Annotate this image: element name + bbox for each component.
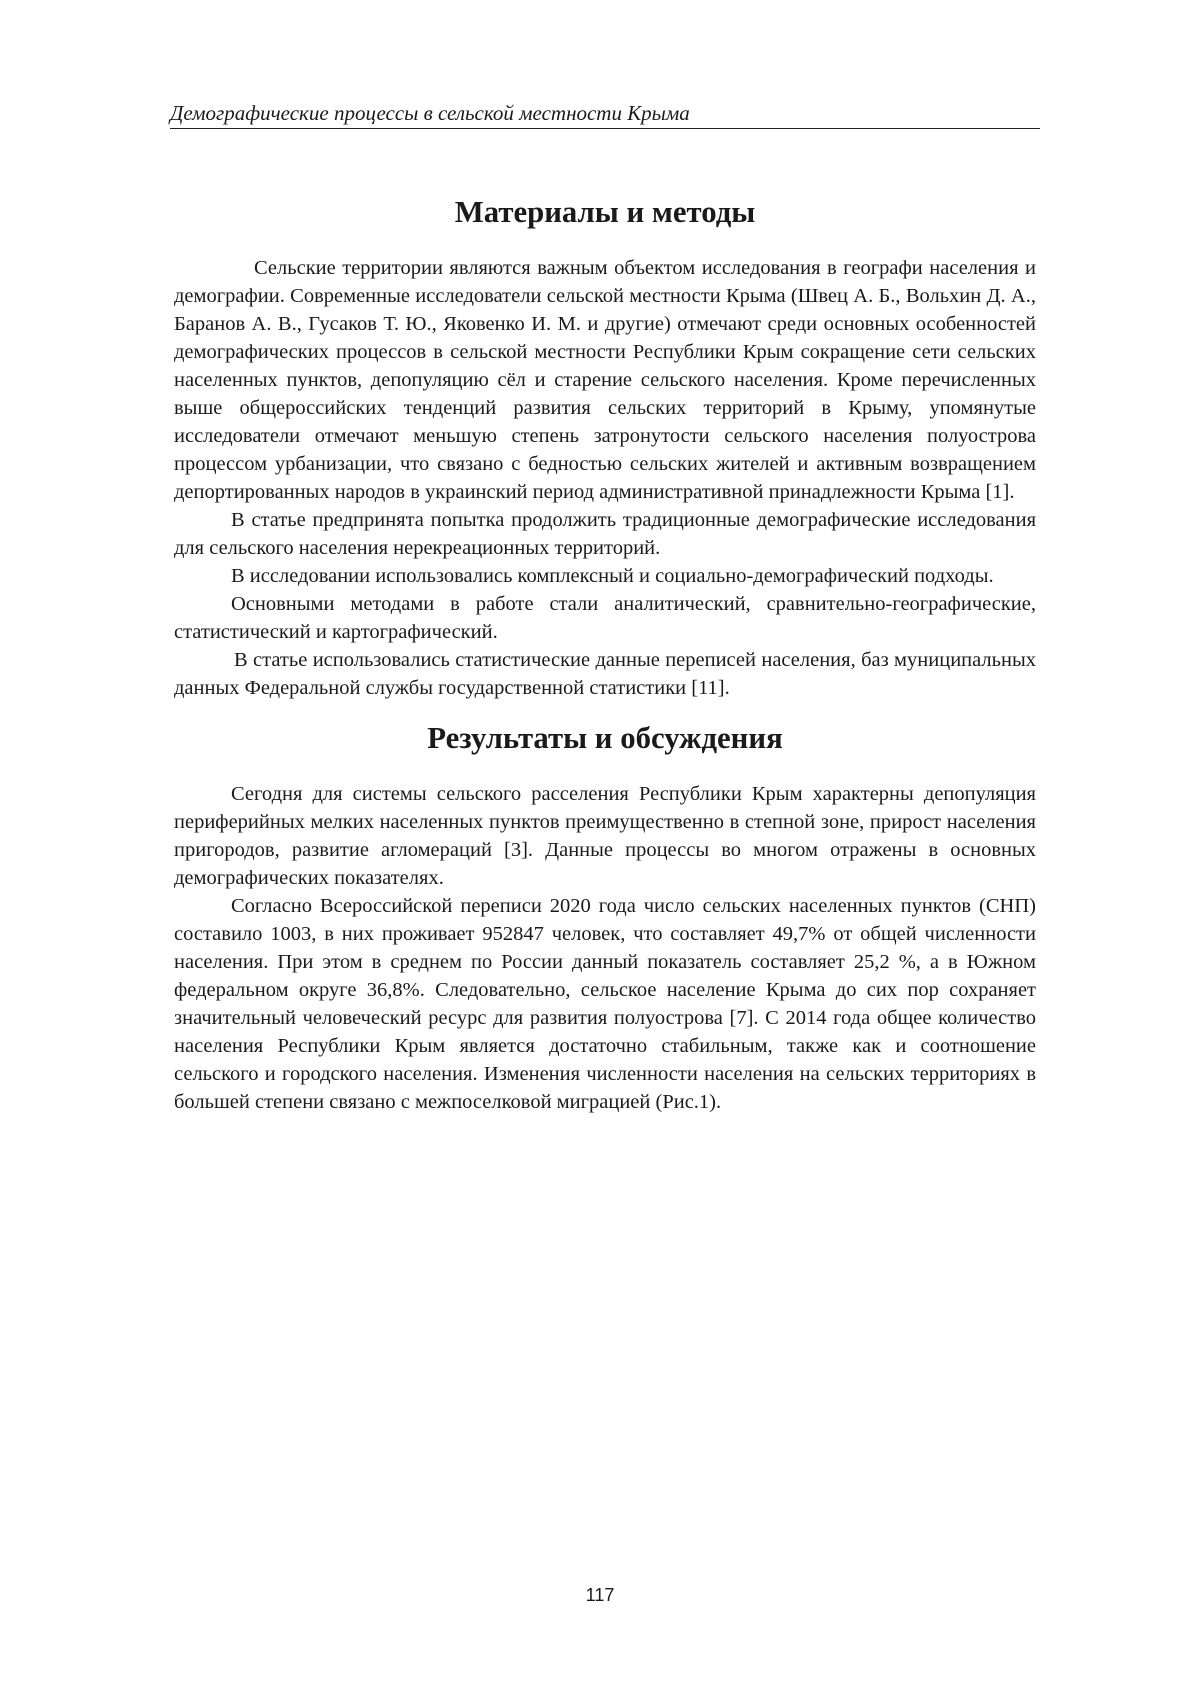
section-title-results-discussion: Результаты и обсуждения [427, 721, 783, 755]
paragraph: Основными методами в работе стали аналитический, сравнительно-географические, статистический и картографический. [174, 593, 1036, 643]
paragraph: В статье использовались статистические данные переписей населения, баз муниципальных данных Федеральной службы государственной статистики [11]. [174, 649, 1036, 699]
paragraph: В статье предпринята попытка продолжить традиционные демографические исследования для сельского населения нерекреационных территорий. [174, 509, 1036, 559]
running-header: Демографические процессы в сельской местности Крыма [170, 100, 1040, 129]
page-number: 117 [585, 1585, 615, 1605]
paragraph: Согласно Всероссийской переписи 2020 года число сельских населенных пунктов (СНП) составило 1003, в них проживает 952847 человек, что составляет 49,7% от общей численности населения. При этом в среднем по России данный показатель составляет 25,2 %, а в Южном федеральном округе 36,8%. Следовательно, сельское население Крыма до сих пор сохраняет значительный человеческий ресурс для развития полуострова [7]. С 2014 года общее количество населения Республики Крым является достаточно стабильным, также как и соотношение сельского и городского населения. Изменения численности населения на сельских территориях в большей степени связано с межпоселковой миграцией (Рис.1). [174, 895, 1036, 1113]
section-title-materials-methods: Материалы и методы [454, 195, 756, 229]
article-body [174, 195, 1036, 1116]
paragraph: Сельские территории являются важным объектом исследования в географи населения и демографии. Современные исследователи сельской местности Крыма (Швец А. Б., Вольхин Д. А., Баранов А. В., Гусаков Т. Ю., Яковенко И. М. и другие) отмечают среди основных особенностей демографических процессов в сельской местности Республики Крым сокращение сети сельских населенных пунктов, депопуляцию сёл и старение сельского населения. Кроме перечисленных выше общероссийских тенденций развития сельских территорий в Крыму, упомянутые исследователи отмечают меньшую степень затронутости сельского населения полуострова процессом урбанизации, что связано с бедностью сельских жителей и активным возвращением депортированных народов в украинский период административной принадлежности Крыма [1]. [174, 257, 1036, 503]
paragraph: Сегодня для системы сельского расселения Республики Крым характерны депопуляция периферийных мелких населенных пунктов преимущественно в степной зоне, прирост населения пригородов, развитие агломераций [3]. Данные процессы во многом отражены в основных демографических показателях. [174, 783, 1036, 889]
paragraph: В исследовании использовались комплексный и социально-демографический подходы. [231, 565, 994, 587]
